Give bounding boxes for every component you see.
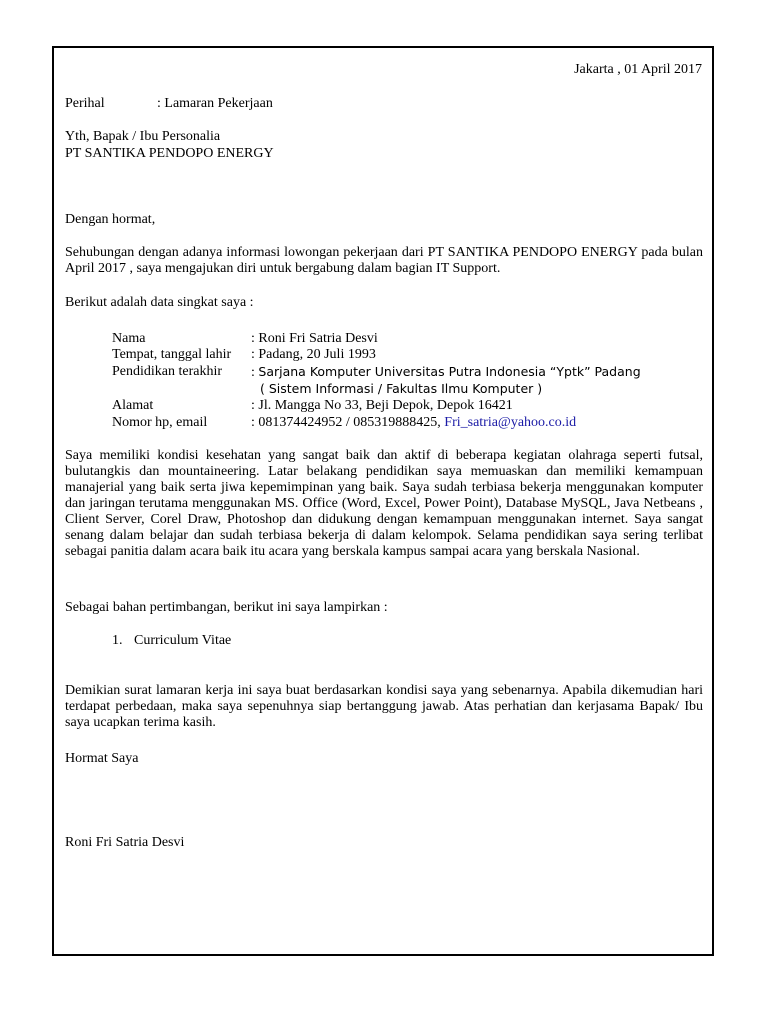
recipient-line-1: Yth, Bapak / Ibu Personalia <box>65 129 221 144</box>
address-value: : Jl. Mangga No 33, Beji Depok, Depok 16421 <box>251 398 513 413</box>
education-label: Pendidikan terakhir <box>112 364 223 379</box>
recipient-company: PT SANTIKA PENDOPO ENERGY <box>65 146 274 161</box>
name-label: Nama <box>112 331 146 346</box>
attachment-number: 1. <box>112 633 123 648</box>
signature-name: Roni Fri Satria Desvi <box>65 835 185 850</box>
phone-value: : 081374424952 / 085319888425, <box>251 415 445 430</box>
subject-value: : Lamaran Pekerjaan <box>157 96 273 111</box>
intro-paragraph: Sehubungan dengan adanya informasi lowongan pekerjaan dari PT SANTIKA PENDOPO ENERGY pada bulan April 2017 , saya mengajukan diri untuk bergabung dalam bagian IT Support. <box>65 245 703 276</box>
name-value: : Roni Fri Satria Desvi <box>251 331 378 346</box>
email-value: Fri_satria@yahoo.co.id <box>444 415 577 430</box>
education-value-row <box>251 364 641 381</box>
contact-label: Nomor hp, email <box>112 415 208 430</box>
date-line: Jakarta , 01 April 2017 <box>574 62 702 77</box>
address-label: Alamat <box>112 398 154 413</box>
greeting: Dengan hormat, <box>65 212 156 227</box>
education-colon: : <box>251 365 259 380</box>
body-paragraph: Saya memiliki kondisi kesehatan yang sangat baik dan aktif di beberapa kegiatan olahraga seperti futsal, bulutangkis dan mountaineering. Latar belakang pendidikan saya memuaskan dan memiliki kemampuan manajerial yang baik serta jiwa kepemimpinan yang baik. Saya sudah terbiasa bekerja menggunakan komputer dan jaringan terutama menggunakan MS. Office (Word, Excel, Power Point), Database MySQL, Java Netbeans , Client Server, Corel Draw, Photoshop dan didukung dengan kemampuan menggunakan internet. Saya sangat senang dalam belajar dan sudah terbiasa bekerja di dalam kelompok. Selama pendidikan saya sering terlibat sebagai panitia dalam acara baik itu acara yang berskala kampus sampai acara yang berskala Nasional. <box>65 448 703 559</box>
attachment-intro: Sebagai bahan pertimbangan, berikut ini saya lampirkan : <box>65 600 388 615</box>
closing-paragraph: Demikian surat lamaran kerja ini saya buat berdasarkan kondisi saya yang sebenarnya. Apabila dikemudian hari terdapat perbedaan, maka saya sepenuhnya siap bertanggung jawab. Atas perhatian dan kerjasama Bapak/ Ibu saya ucapkan terima kasih. <box>65 683 703 730</box>
birth-label: Tempat, tanggal lahir <box>112 347 232 362</box>
birth-value: : Padang, 20 Juli 1993 <box>251 347 376 362</box>
subject-label: Perihal <box>65 96 105 111</box>
data-intro: Berikut adalah data singkat saya : <box>65 295 254 310</box>
education-detail: ( Sistem Informasi / Fakultas Ilmu Komputer ) <box>260 381 543 396</box>
valediction: Hormat Saya <box>65 751 139 766</box>
contact-value-row <box>251 415 576 431</box>
education-value: Sarjana Komputer Universitas Putra Indonesia “Yptk” Padang <box>258 364 641 379</box>
attachment-item: Curriculum Vitae <box>134 633 232 648</box>
